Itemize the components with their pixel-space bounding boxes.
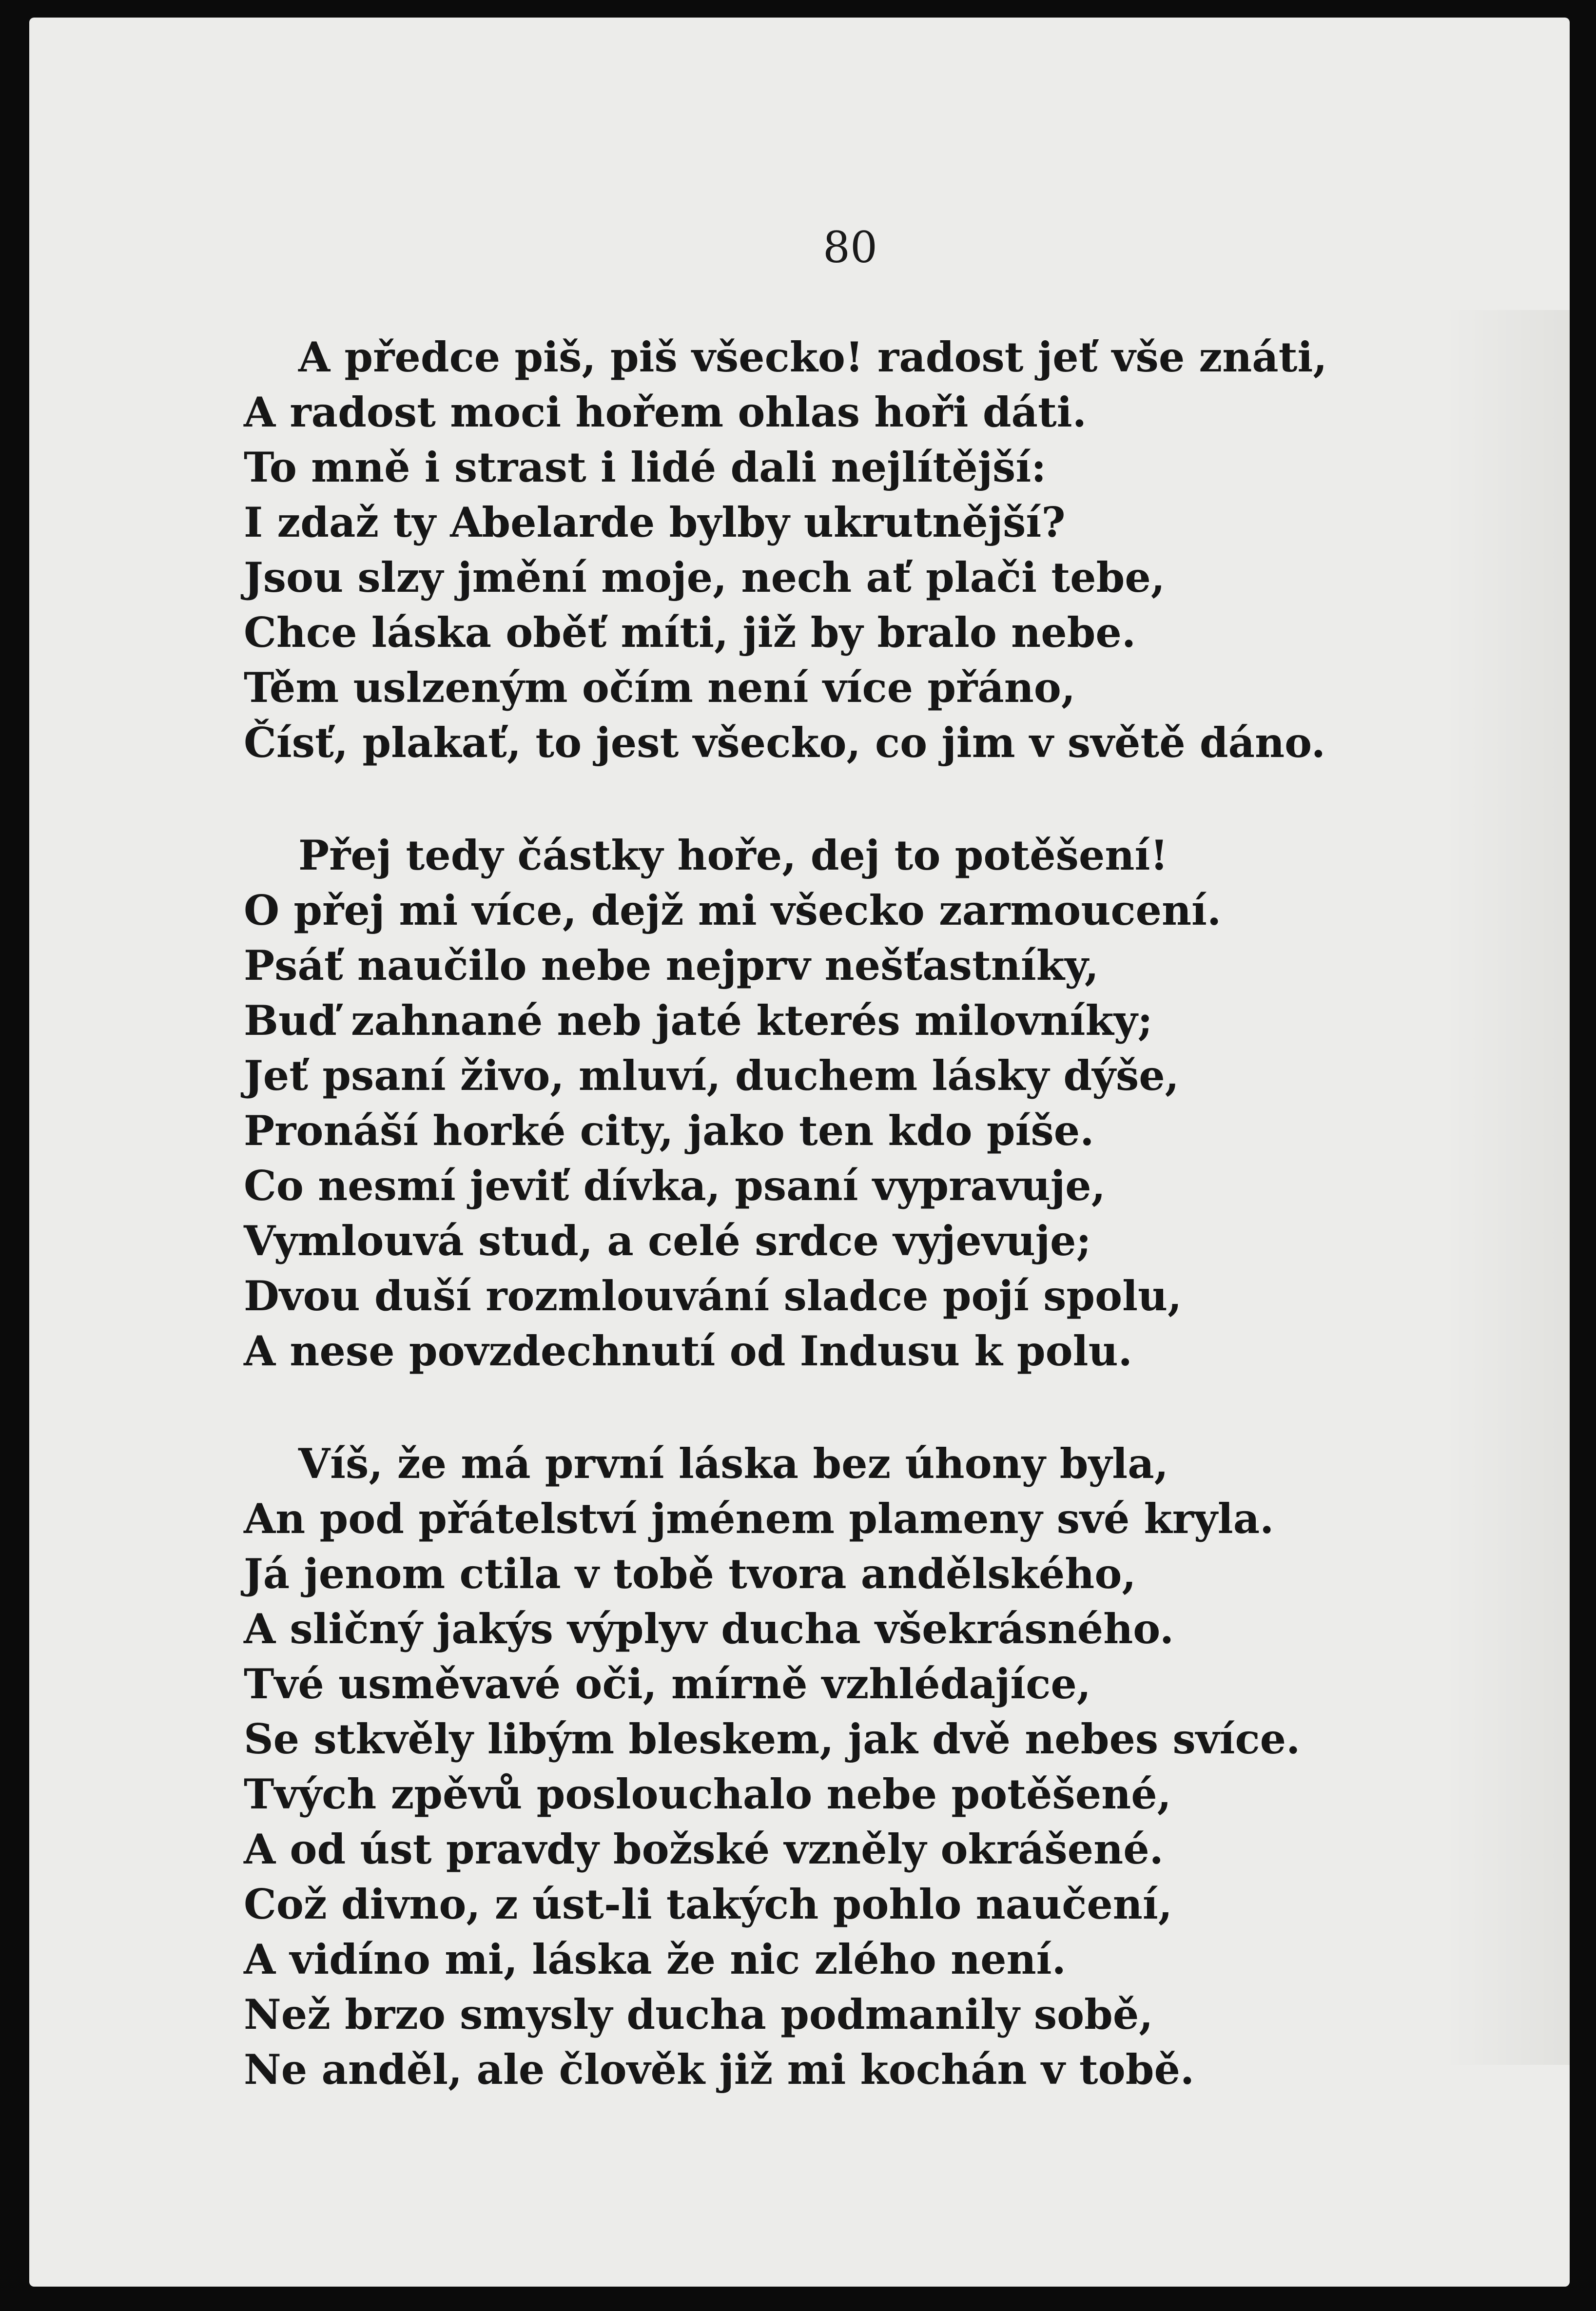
poem-text: [244, 330, 1492, 2155]
poem-line: Co nesmí jeviť dívka, psaní vypravuje,: [244, 1162, 1106, 1210]
poem-line: Já jenom ctila v tobě tvora andělského,: [244, 1550, 1136, 1598]
poem-line: Buď zahnané neb jaté kterés milovníky;: [244, 996, 1153, 1045]
poem-line: Těm uslzeným očím není více přáno,: [244, 663, 1076, 712]
poem-line: Se stkvěly libým bleskem, jak dvě nebes svíce.: [244, 1715, 1301, 1763]
poem-line: I zdaž ty Abelarde bylby ukrutnější?: [244, 498, 1066, 546]
poem-line: To mně i strast i lidé dali nejlítější:: [244, 443, 1047, 491]
book-page: [29, 18, 1570, 2287]
poem-line: Tvé usměvavé oči, mírně vzhlédajíce,: [244, 1660, 1091, 1708]
poem-line: Než brzo smysly ducha podmanily sobě,: [244, 1990, 1153, 2039]
poem-line: Tvých zpěvů poslouchalo nebe potěšené,: [244, 1770, 1171, 1818]
poem-line: A sličný jakýs výplyv ducha všekrásného.: [244, 1605, 1174, 1653]
poem-line: Jsou slzy jmění moje, nech ať plači tebe,: [244, 553, 1165, 602]
page-number: 80: [823, 222, 877, 272]
poem-line: A nese povzdechnutí od Indusu k polu.: [244, 1327, 1132, 1375]
poem-line: Vymlouvá stud, a celé srdce vyjevuje;: [244, 1217, 1091, 1265]
poem-line: Chce láska oběť míti, již by bralo nebe.: [244, 608, 1136, 657]
poem-line: Pronáší horké city, jako ten kdo píše.: [244, 1107, 1094, 1155]
poem-line: Čísť, plakať, to jest všecko, co jim v světě dáno.: [244, 719, 1325, 767]
poem-line: Přej tedy částky hoře, dej to potěšení!: [298, 831, 1168, 879]
poem-line: O přej mi více, dejž mi všecko zarmoucení.: [244, 886, 1222, 934]
stanza-3: [244, 1436, 1492, 2097]
poem-line: A od úst pravdy božské vzněly okrášené.: [244, 1825, 1164, 1873]
stanza-1: [244, 330, 1492, 770]
poem-line: Psáť naučilo nebe nejprv nešťastníky,: [244, 941, 1099, 990]
poem-line: A vidíno mi, láska že nic zlého není.: [244, 1935, 1066, 1983]
stanza-2: [244, 828, 1492, 1379]
poem-line: Dvou duší rozmlouvání sladce pojí spolu,: [244, 1272, 1182, 1320]
poem-line: An pod přátelství jménem plameny své kryla.: [244, 1495, 1274, 1543]
poem-line: Což divno, z úst-li takých pohlo naučení,: [244, 1880, 1173, 1928]
poem-line: Víš, že má první láska bez úhony byla,: [298, 1439, 1168, 1488]
poem-line: Jeť psaní živo, mluví, duchem lásky dýše,: [244, 1051, 1179, 1100]
poem-line: Ne anděl, ale člověk již mi kochán v tobě.: [244, 2045, 1195, 2094]
poem-line: A předce piš, piš všecko! radost jeť vše znáti,: [298, 333, 1327, 381]
poem-line: A radost moci hořem ohlas hoři dáti.: [244, 388, 1087, 436]
